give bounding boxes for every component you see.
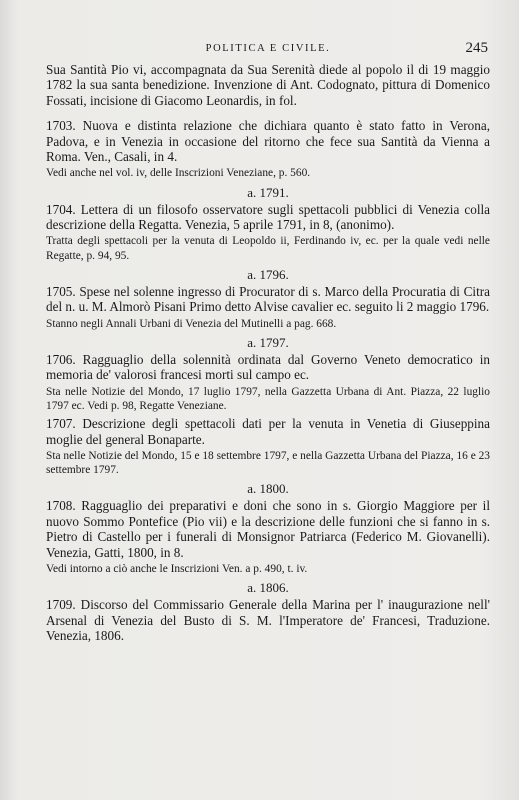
page-header bbox=[46, 40, 490, 60]
entry-text: 1706. Ragguaglio della solennità ordinata dal Governo Veneto democratico in memoria de' valorosi francesi morti sul campo ec. bbox=[46, 351, 490, 383]
entry-text: 1708. Ragguaglio dei preparativi e doni che sono in s. Giorgio Maggiore per il nuovo Sommo Pontefice (Pio vii) e la descrizione delle funzioni che si fanno in s. Pietro di Castello per i funerali di Monsignor Patriarca (Federico M. Giovanelli). Venezia, Gatti, 1800, in 8. bbox=[46, 498, 490, 560]
entry-note: Stanno negli Annali Urbani di Venezia del Mutinelli a pag. 668. bbox=[46, 317, 337, 330]
year-heading: a. 1800. bbox=[247, 481, 289, 497]
entry-text: 1709. Discorso del Commissario Generale della Marina per l' inaugurazione nell' Arsenal di Venezia del Busto di S. M. l'Imperatore de' Francesi, Traduzione. Venezia, 1806. bbox=[46, 597, 490, 643]
year-heading: a. 1797. bbox=[247, 334, 289, 350]
entry-note: Sta nelle Notizie del Mondo, 17 luglio 1797, nella Gazzetta Urbana di Ant. Piazza, 22 luglio 1797 ec. Vedi p. 98, Regatte Veneziane. bbox=[46, 385, 490, 412]
entry-text: 1704. Lettera di un filosofo osservatore sugli spettacoli pubblici di Venezia colla descrizione della Regatta. Venezia, 5 aprile 1791, in 8, (anonimo). bbox=[46, 201, 490, 233]
year-heading: a. 1806. bbox=[247, 580, 289, 596]
entry-note: Tratta degli spettacoli per la venuta di Leopoldo ii, Ferdinando iv, ec. per la quale vedi nelle Regatte, p. 94, 95. bbox=[46, 235, 490, 262]
entry-text: Sua Santità Pio vi, accompagnata da Sua Serenità diede al popolo il di 19 maggio 1782 la sua santa benedizione. Invenzione di Ant. Codognato, pittura di Domenico Fossati, incisione di Giacomo Leonardis, in fol. bbox=[46, 62, 490, 108]
entry-text: 1705. Spese nel solenne ingresso di Procurator di s. Marco della Procuratia di Citra del n. u. M. Almorò Pisani Primo detto Alvise cavalier ec. seguito li 2 maggio 1796. bbox=[46, 283, 490, 315]
entry-note: Vedi anche nel vol. iv, delle Inscrizioni Veneziane, p. 560. bbox=[46, 167, 311, 180]
entry-text: 1707. Descrizione degli spettacoli dati per la venuta in Venetia di Giuseppina moglie del general Bonaparte. bbox=[46, 416, 490, 447]
entry-note: Sta nelle Notizie del Mondo, 15 e 18 settembre 1797, e nella Gazzetta Urbana del Piazza, 16 e 23 settembre 1797. bbox=[46, 449, 490, 477]
page-body bbox=[46, 62, 490, 643]
running-title: POLITICA E CIVILE. bbox=[205, 43, 331, 54]
year-heading: a. 1791. bbox=[247, 184, 289, 200]
entry-note: Vedi intorno a ciò anche le Inscrizioni Ven. a p. 490, t. iv. bbox=[46, 562, 308, 575]
entry-text: 1703. Nuova e distinta relazione che dichiara quanto è stato fatto in Verona, Padova, e in Venezia in occasione del ritorno che fece sua Santità da Vienna a Roma. Ven., Casali, in 4. bbox=[46, 118, 490, 165]
page-number: 245 bbox=[465, 40, 488, 56]
year-heading: a. 1796. bbox=[247, 266, 289, 282]
